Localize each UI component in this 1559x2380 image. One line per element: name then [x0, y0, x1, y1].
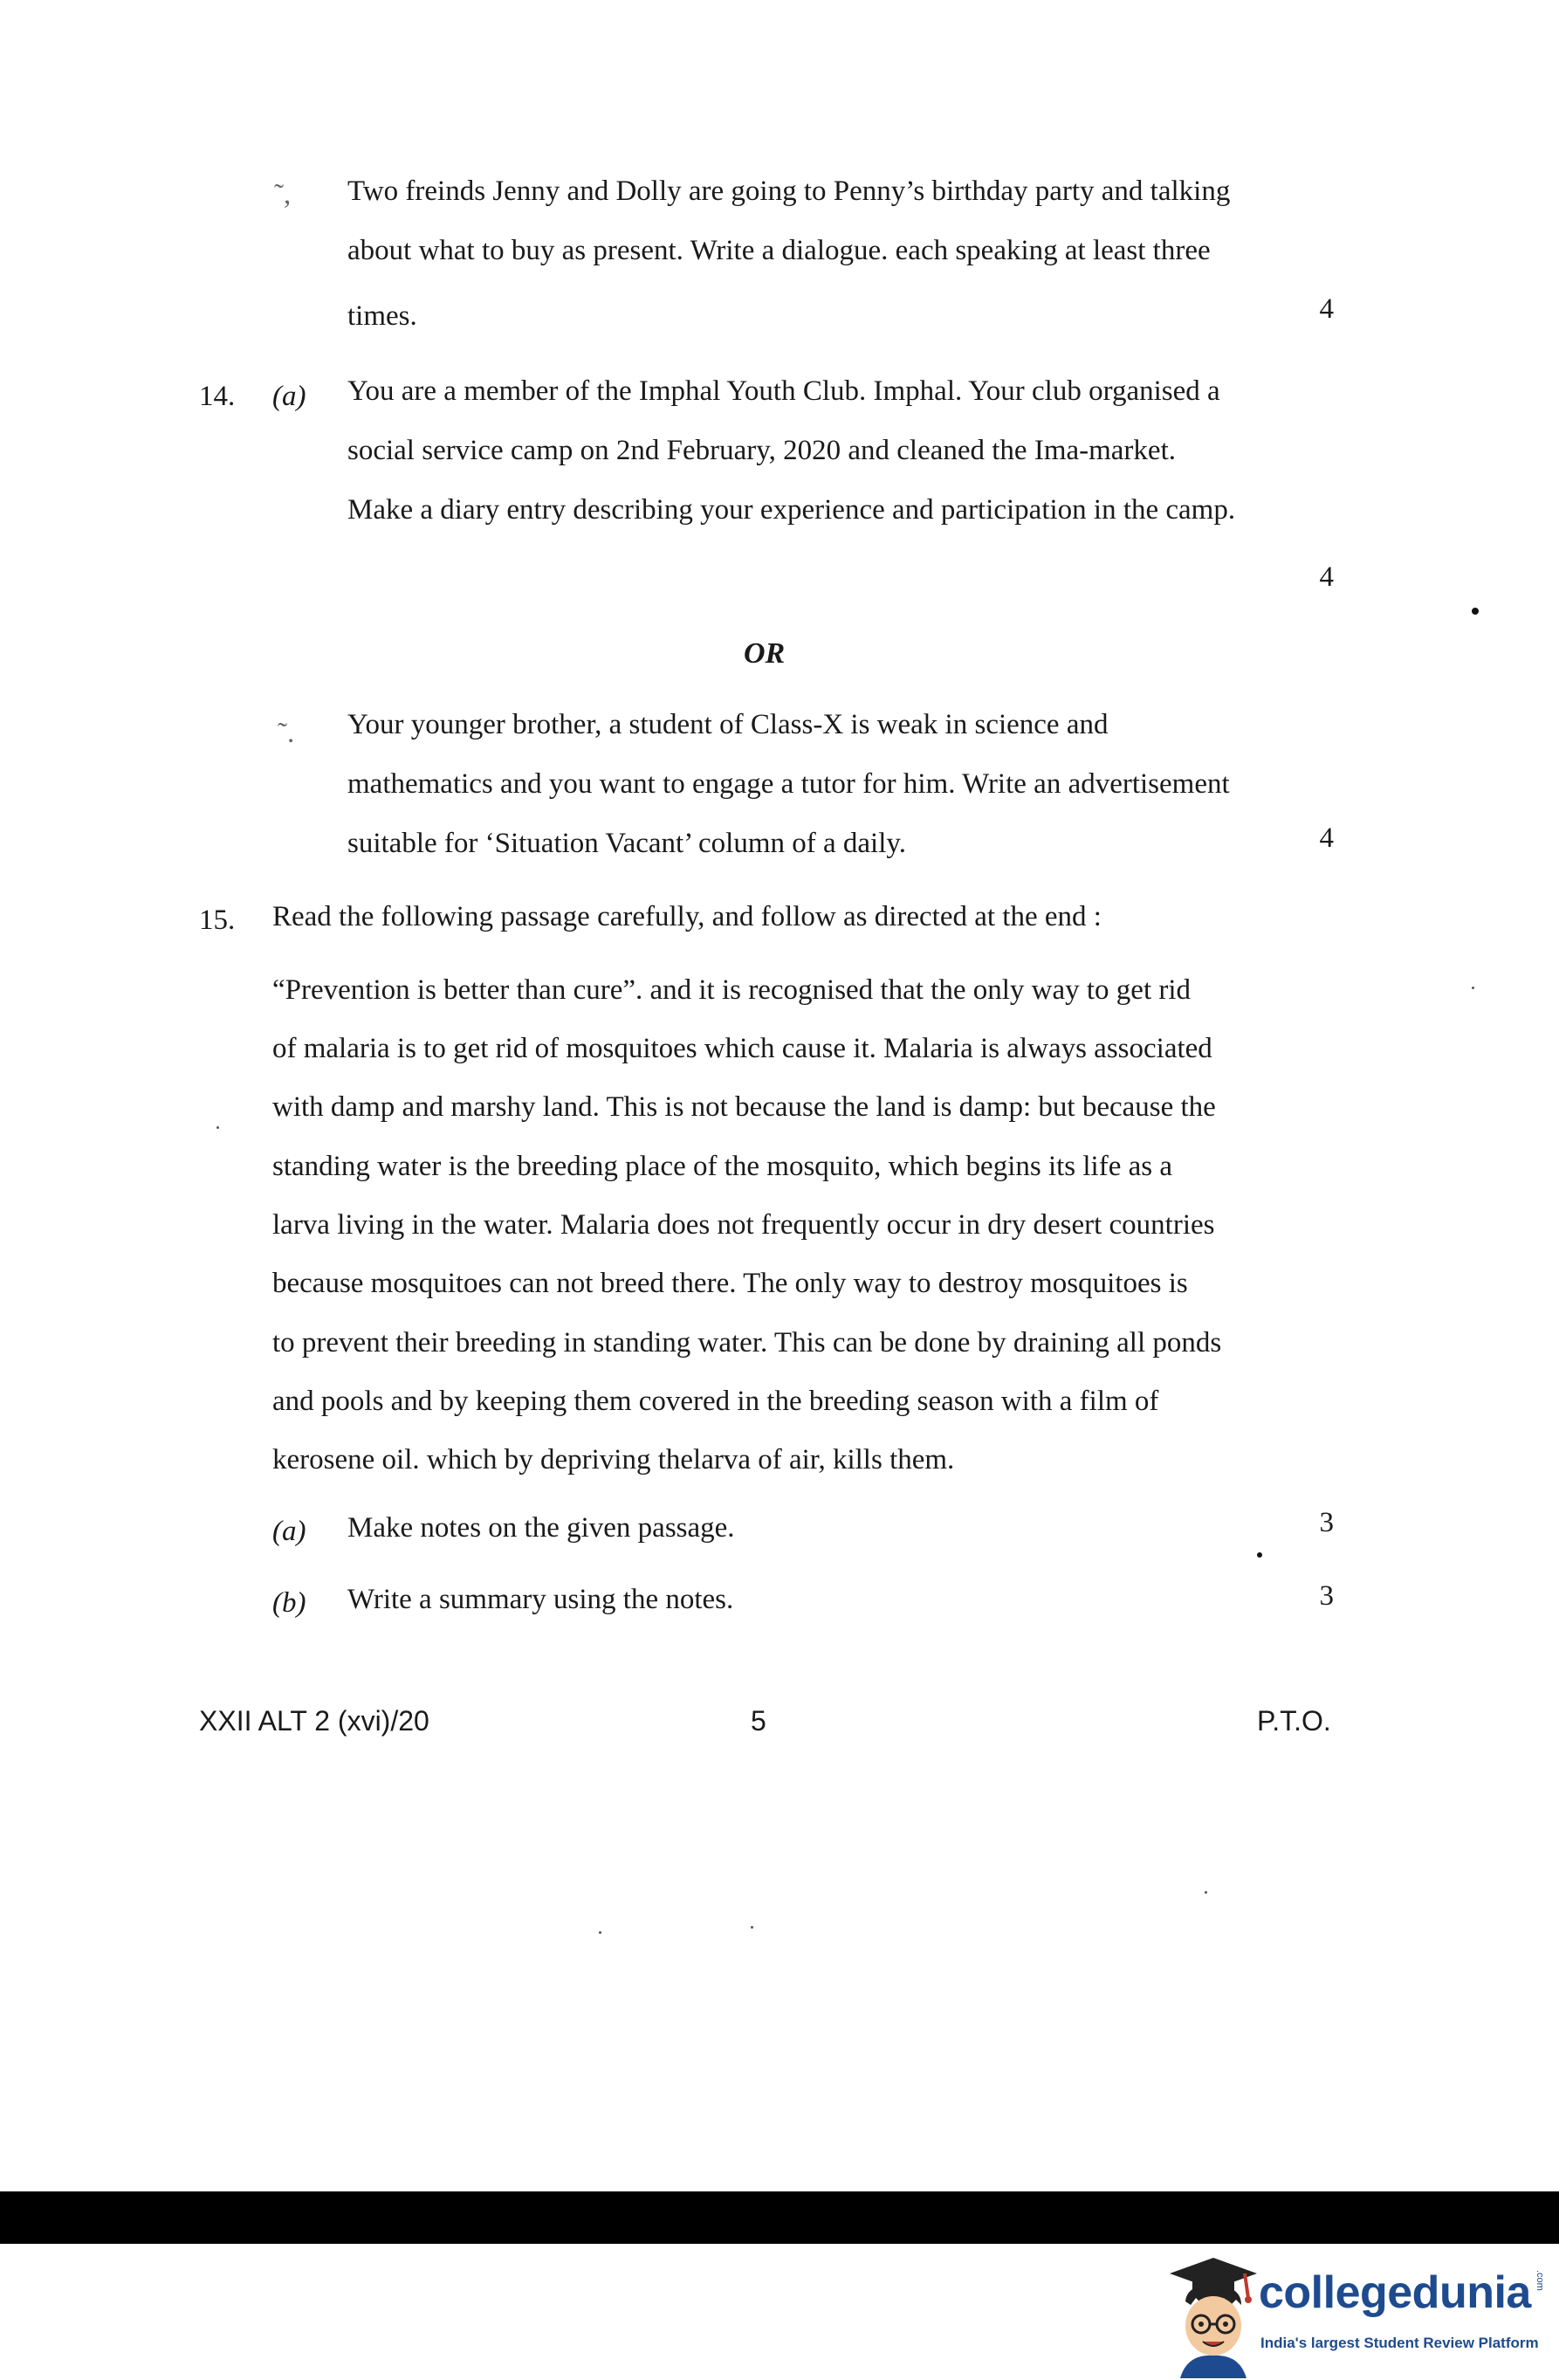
q14-number: 14. — [199, 381, 236, 412]
or-separator: OR — [744, 637, 786, 670]
q15-sub-b-marks: 3 — [1319, 1580, 1334, 1612]
student-mascot-icon — [1161, 2247, 1257, 2378]
watermark-com: .com — [1535, 2270, 1545, 2291]
scan-speck — [1205, 1891, 1207, 1894]
q15-sub-b-label: (b) — [272, 1587, 306, 1619]
q13b-line-1: Two freinds Jenny and Dolly are going to Penny’s birthday party and talking — [347, 175, 1231, 207]
q15-passage-line-6: because mosquitoes can not breed there. The only way to destroy mosquitoes is — [272, 1268, 1188, 1299]
watermark-brand: collegedunia — [1259, 2267, 1531, 2318]
q14-line-1: You are a member of the Imphal Youth Club. Imphal. Your club organised a — [347, 375, 1220, 407]
q15-passage-line-1: “Prevention is better than cure”. and it is recognised that the only way to get rid — [272, 974, 1192, 1006]
q15-passage-line-4: standing water is the breeding place of the mosquito, which begins its life as a — [272, 1151, 1172, 1182]
collegedunia-watermark — [1154, 2247, 1556, 2378]
scan-dot — [1472, 608, 1479, 615]
q14b-line-3: suitable for ‘Situation Vacant’ column of a daily. — [347, 828, 906, 859]
scan-speck — [1472, 987, 1474, 989]
q13b-marker: ˜, — [274, 179, 292, 210]
scan-border-band — [0, 2191, 1559, 2244]
q15-instruction: Read the following passage carefully, and follow as directed at the end : — [272, 901, 1102, 932]
q13b-marks: 4 — [1319, 293, 1334, 325]
scan-speck — [599, 1931, 601, 1934]
q15-sub-a-label: (a) — [272, 1516, 306, 1547]
q15-passage-line-2: of malaria is to get rid of mosquitoes which cause it. Malaria is always associated — [272, 1033, 1212, 1064]
footer-pto: P.T.O. — [1257, 1705, 1331, 1737]
scan-speck — [751, 1926, 753, 1929]
q15-passage-line-9: kerosene oil. which by depriving thelarva of air, kills them. — [272, 1444, 955, 1475]
footer-page-number: 5 — [751, 1705, 766, 1737]
q15-sub-a-text: Make notes on the given passage. — [347, 1512, 735, 1544]
footer-paper-code: XXII ALT 2 (xvi)/20 — [199, 1705, 429, 1737]
q13b-line-3: times. — [347, 300, 417, 332]
q14-marks: 4 — [1319, 561, 1334, 593]
scan-dot — [1257, 1552, 1262, 1558]
q14-part-label: (a) — [272, 381, 306, 412]
q13b-line-2: about what to buy as present. Write a dialogue. each speaking at least three — [347, 235, 1211, 266]
q15-sub-a-marks: 3 — [1319, 1507, 1334, 1538]
q15-passage-line-7: to prevent their breeding in standing water. This can be done by draining all ponds — [272, 1327, 1222, 1359]
q14-line-2: social service camp on 2nd February, 2020 and cleaned the Ima-market. — [347, 435, 1176, 466]
q15-passage-line-8: and pools and by keeping them covered in the breeding season with a film of — [272, 1386, 1159, 1417]
q14b-line-2: mathematics and you want to engage a tutor for him. Write an advertisement — [347, 768, 1230, 800]
watermark-tagline: India's largest Student Review Platform — [1260, 2335, 1539, 2351]
q14b-line-1: Your younger brother, a student of Class-X is weak in science and — [347, 709, 1109, 740]
q15-sub-b-text: Write a summary using the notes. — [347, 1584, 734, 1615]
q15-number: 15. — [199, 905, 236, 936]
q14b-marks: 4 — [1319, 822, 1334, 854]
q14b-marker: ˜. — [278, 718, 295, 749]
q14-line-3: Make a diary entry describing your experience and participation in the camp. — [347, 494, 1236, 526]
q15-passage-line-3: with damp and marshy land. This is not because the land is damp: but because the — [272, 1091, 1216, 1123]
scan-speck — [216, 1126, 219, 1129]
q15-passage-line-5: larva living in the water. Malaria does not frequently occur in dry desert countries — [272, 1209, 1215, 1241]
